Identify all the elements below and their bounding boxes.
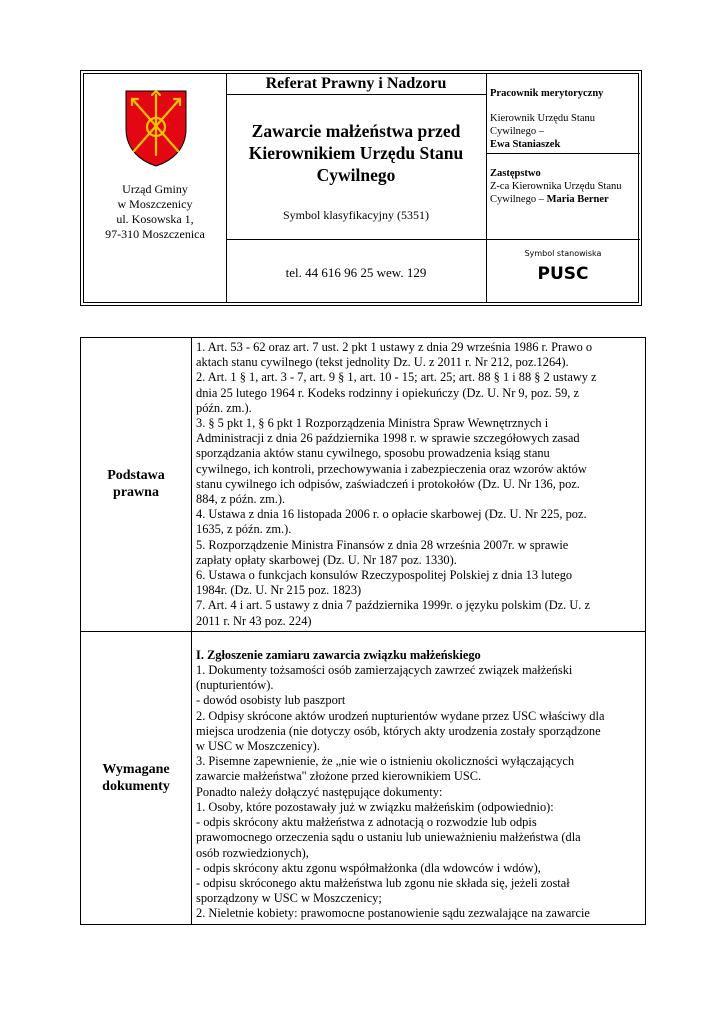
text-line: zawarcie małżeństwa" złożone przed kierownikiem USC. <box>196 769 482 784</box>
text-line: miejsca urodzenia (nie dotyczy osób, których akty urodzenia zostały sporządzone <box>196 723 601 738</box>
text-line: 1984r. (Dz. U. Nr 215 poz. 1823) <box>196 583 362 598</box>
text-line: sporządzony w USC w Moszczenicy; <box>196 891 382 906</box>
text-line: osób rozwiedzionych), <box>196 845 309 860</box>
label-line: Podstawa <box>107 468 165 484</box>
text-line: - odpis skrócony aktu zgonu współmałżonka (dla wdowców i wdów), <box>196 860 541 875</box>
position-symbol-code: PUSC <box>537 264 589 284</box>
procedure-title <box>227 120 485 186</box>
staff-name: Ewa Staniaszek <box>490 139 561 150</box>
text-line: 5. Rozporządzenie Ministra Finansów z dnia 28 września 2007r. w sprawie <box>196 537 569 552</box>
label-line: Wymagane <box>102 761 170 777</box>
deputy-name: Maria Berner <box>546 194 609 205</box>
text-line: 4. Ustawa z dnia 16 listopada 2006 r. o opłacie skarbowej (Dz. U. Nr 225, poz. <box>196 507 587 522</box>
text-line: aktach stanu cywilnego (tekst jednolity Dz. U. z 2011 r. Nr 212, poz.1264). <box>196 355 569 370</box>
text-line: prawomocnego orzeczenia sądu o ustaniu lub unieważnieniu małżeństwa (dla <box>196 830 581 845</box>
staff-line: Cywilnego – <box>490 126 544 137</box>
text-line: - dowód osobisty lub paszport <box>196 693 346 708</box>
office-address <box>84 182 226 242</box>
header-grid <box>83 73 639 303</box>
deputy-info <box>490 180 640 206</box>
text-line: - odpisu skróconego aktu małżeństwa lub zgonu nie składa się, jeżeli został <box>196 875 570 890</box>
text-line: 2. Odpisy skrócone aktów urodzeń nupturientów wydane przez USC właściwy dla <box>196 708 605 723</box>
text-line: 1. Dokumenty tożsamości osób zamierzających zawrzeć związek małżeński <box>196 663 573 678</box>
deputy-line: Z-ca Kierownika Urzędu Stanu <box>490 181 622 192</box>
classification-symbol: Symbol klasyfikacyjny (5351) <box>283 208 429 222</box>
text-line: Administracji z dnia 26 października 1998 r. w sprawie szczegółowych zasad <box>196 431 580 446</box>
text-line: 2011 r. Nr 43 poz. 224) <box>196 613 312 628</box>
row-divider <box>486 153 640 154</box>
text-line: (nupturientów). <box>196 678 274 693</box>
text-line: 1. Art. 53 - 62 oraz art. 7 ust. 2 pkt 1 ustawy z dnia 29 września 1986 r. Prawo o <box>196 340 593 354</box>
header-box <box>80 70 642 306</box>
office-line: ul. Kosowska 1, <box>116 212 194 226</box>
row-divider <box>226 94 486 95</box>
procedure-title-line: Zawarcie małżeństwa przed <box>251 121 461 141</box>
table-row <box>81 631 646 924</box>
text-line: 6. Ustawa o funkcjach konsulów Rzeczypospolitej Polskiej z dnia 13 lutego <box>196 568 573 583</box>
text-line: 7. Art. 4 i art. 5 ustawy z dnia 7 października 1999r. o języku polskim (Dz. U. z <box>196 598 590 613</box>
text-line: 884, z późn. zm.). <box>196 492 286 507</box>
text-line: dnia 25 lutego 1964 r. Kodeks rodzinny i opiekuńczy (Dz. U. Nr 9, poz. 59, z <box>196 385 579 400</box>
text-line: w USC w Moszczenicy). <box>196 739 320 754</box>
row-divider <box>226 239 640 240</box>
staff-line: Kierownik Urzędu Stanu <box>490 113 595 124</box>
position-symbol-label: Symbol stanowiska <box>524 249 602 258</box>
text-line: późn. zm.). <box>196 400 252 415</box>
text-line: cywilnego, ich kontroli, przechowywania i zabezpieczenia oraz wzorów aktów <box>196 461 587 476</box>
text-line: stanu cywilnego ich odpisów, zaświadczeń i protokołów (Dz. U. Nr 136, poz. <box>196 476 580 491</box>
phone-number: tel. 44 616 96 25 wew. 129 <box>285 265 427 280</box>
table-row <box>81 338 646 632</box>
text-line: Ponadto należy dołączyć następujące dokumenty: <box>196 784 443 799</box>
office-line: Urząd Gminy <box>122 182 188 196</box>
office-line: w Moszczenicy <box>117 197 193 211</box>
procedure-title-line: Cywilnego <box>316 165 396 185</box>
office-line: 97-310 Moszczenica <box>105 227 205 241</box>
legal-basis-content <box>192 338 646 632</box>
text-line: 3. Pisemne zapewnienie, że „nie wie o istnieniu okoliczności wyłączających <box>196 754 575 769</box>
text-line: 1. Osoby, które pozostawały już w związku małżeńskim (odpowiednio): <box>196 799 554 814</box>
text-line: - odpis skrócony aktu małżeństwa z adnotacją o rozwodzie lub odpis <box>196 815 537 830</box>
label-line: prawna <box>113 485 159 501</box>
text-line: 1635, z późn. zm.). <box>196 522 292 537</box>
required-documents-label <box>81 631 192 924</box>
department-name: Referat Prawny i Nadzoru <box>265 75 447 92</box>
text-line: sporządzania aktów stanu cywilnego, sposobu prowadzenia ksiąg stanu <box>196 446 550 461</box>
text-line: 2. Nieletnie kobiety: prawomocne postanowienie sądu zezwalające na zawarcie <box>196 906 590 921</box>
deputy-heading: Zastępstwo <box>490 168 541 179</box>
municipality-crest-icon <box>124 89 188 167</box>
legal-basis-label <box>81 338 192 632</box>
procedure-table <box>80 337 646 925</box>
section-title: I. Zgłoszenie zamiaru zawarcia związku małżeńskiego <box>196 647 481 662</box>
deputy-line-prefix: Cywilnego – <box>490 194 547 205</box>
required-documents-content <box>192 631 646 924</box>
deputy-line <box>490 193 640 206</box>
text-line: 2. Art. 1 § 1, art. 3 - 7, art. 9 § 1, art. 10 - 15; art. 25; art. 88 § 1 i 88 § 2 ustawy z <box>196 370 597 385</box>
staff-info <box>490 112 640 151</box>
procedure-title-line: Kierownikiem Urzędu Stanu <box>248 143 464 163</box>
label-line: dokumenty <box>102 778 170 794</box>
staff-heading: Pracownik merytoryczny <box>490 88 604 99</box>
text-line: 3. § 5 pkt 1, § 6 pkt 1 Rozporządzenia Ministra Spraw Wewnętrznych i <box>196 416 549 431</box>
text-line: zapłaty opłaty skarbowej (Dz. U. Nr 187 poz. 1330). <box>196 552 457 567</box>
